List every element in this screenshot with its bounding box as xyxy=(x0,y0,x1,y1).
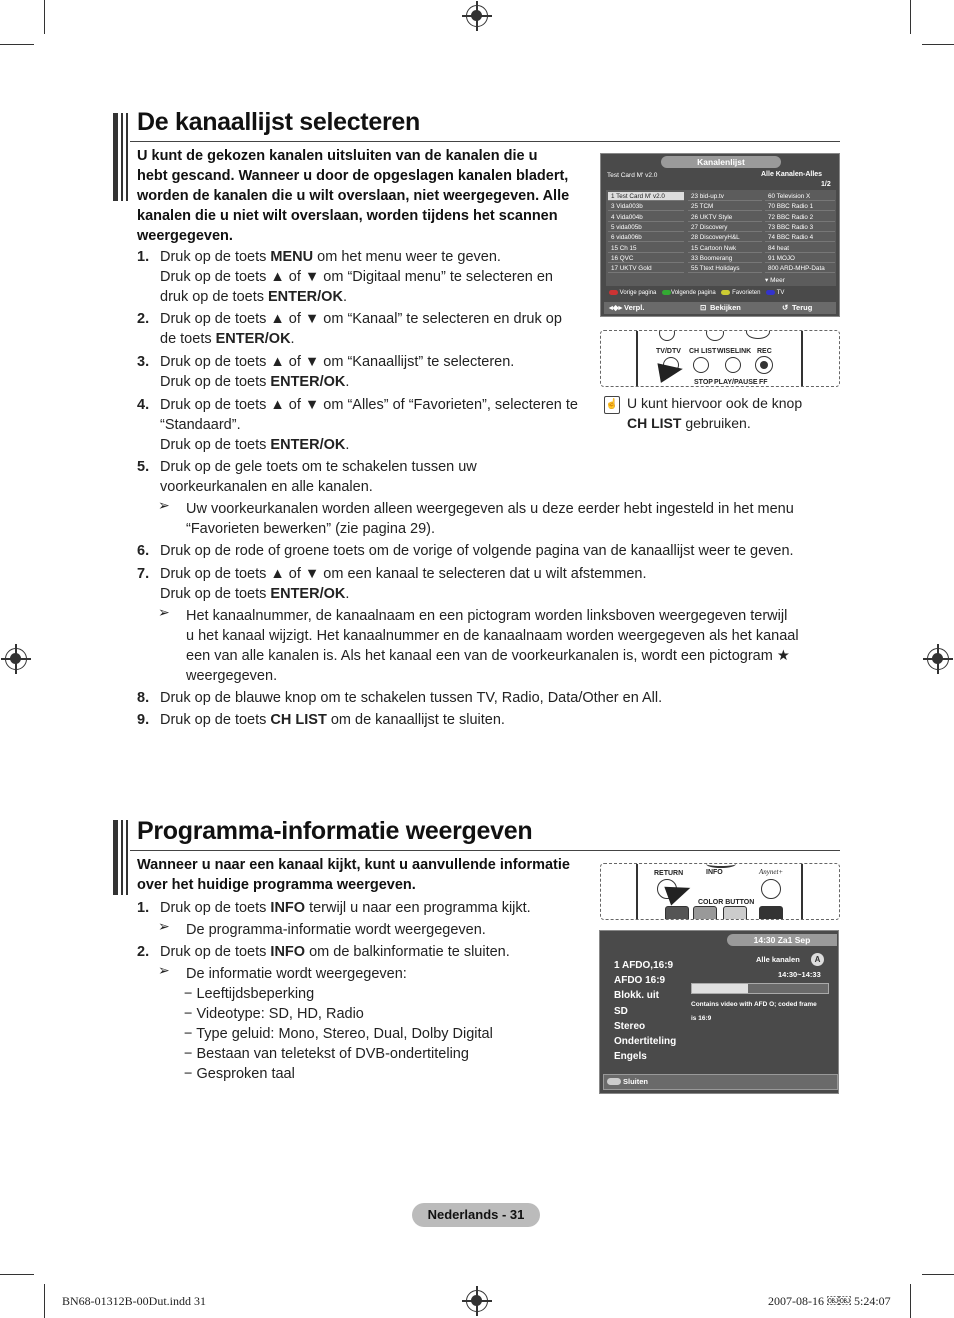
step-number: 6. xyxy=(137,543,150,559)
crop-mark xyxy=(910,1284,911,1318)
note-hand-icon: ☝ xyxy=(604,396,620,414)
legend-tv: TV xyxy=(776,290,785,297)
step-line: druk op de toets ENTER/OK. xyxy=(160,289,347,305)
osd-more-label: Meer xyxy=(770,277,785,284)
chlist-button xyxy=(693,357,709,373)
channel-entry[interactable]: 70 BBC Radio 1 xyxy=(765,202,835,211)
info-label: INFO xyxy=(706,869,723,876)
channel-entry[interactable]: 25 TCM xyxy=(688,202,762,211)
channel-entry[interactable]: 3 Vida003b xyxy=(608,202,684,211)
step-line: Druk op de toets ▲ of ▼ om “Kanaallijst” te selecteren. xyxy=(160,354,515,370)
step-line: voorkeurkanalen en alle kanalen. xyxy=(160,479,373,495)
note-text: De programma-informatie wordt weergegeven. xyxy=(186,922,486,938)
note-arrow-icon: ➢ xyxy=(158,497,170,513)
step-line: Druk op de gele toets om te schakelen tussen uw xyxy=(160,459,477,475)
yellow-button-icon xyxy=(721,290,730,295)
step-number: 1. xyxy=(137,900,150,916)
rec-label: REC xyxy=(757,348,772,355)
remote-body-edge xyxy=(636,863,638,920)
step-number: 2. xyxy=(137,311,150,327)
intro-text: U kunt de gekozen kanalen uitsluiten van de kanalen die u hebt gescand. Wanneer u door de opgeslagen kanalen bladert, worden de kanalen die u wilt overslaan, niet weergegeven. Alle kanalen die u niet wilt overslaan, worden tijdens het scannen weergegeven. xyxy=(137,148,570,244)
channel-list-screen xyxy=(600,153,840,317)
section-marker xyxy=(126,820,128,895)
playpause-label: PLAY/PAUSE xyxy=(714,379,758,386)
channel-entry[interactable]: 84 heat xyxy=(765,244,835,253)
note-line: Het kanaalnummer, de kanaalnaam en een pictogram worden linksboven weergegeven terwijl xyxy=(186,608,788,624)
chlist-label: CH LIST xyxy=(689,348,717,355)
return-icon: ↺ xyxy=(782,303,789,312)
osd-description: Contains video with AFD O; coded frame is 16:9 xyxy=(691,1001,817,1022)
remote-button xyxy=(706,330,724,341)
wiselink-label: WISELINK xyxy=(717,348,752,355)
step-line: Druk op de toets ▲ of ▼ om “Digitaal menu” te selecteren en xyxy=(160,269,553,285)
channel-entry[interactable]: 23 bid-up.tv xyxy=(688,192,762,201)
section-marker xyxy=(113,820,118,895)
channel-entry[interactable]: 72 BBC Radio 2 xyxy=(765,213,835,222)
nav-back: Terug xyxy=(792,303,813,312)
note-arrow-icon: ➢ xyxy=(158,604,170,620)
remote-button xyxy=(659,330,675,341)
section-marker xyxy=(121,113,123,201)
step-line: “Standaard”. xyxy=(160,417,241,433)
note-arrow-icon: ➢ xyxy=(158,918,170,934)
note-line: “Favorieten bewerken” (zie pagina 29). xyxy=(186,521,436,537)
crop-mark xyxy=(922,44,954,45)
step-number: 9. xyxy=(137,712,150,728)
osd-more: ▾ Meer xyxy=(765,277,785,284)
note-line: een van alle kanalen is. Als het kanaal een van de voorkeurkanalen is, wordt een pictogram ★ xyxy=(186,648,790,664)
crop-mark xyxy=(922,1274,954,1275)
channel-entry[interactable]: 16 QVC xyxy=(608,254,684,263)
step-line: Druk op de toets ENTER/OK. xyxy=(160,374,350,390)
step-line: Druk op de blauwe knop om te schakelen tussen TV, Radio, Data/Other en All. xyxy=(160,690,663,706)
channel-entry[interactable]: 1 Test Card M' v2.0 xyxy=(608,192,684,201)
step-line: Druk op de toets ▲ of ▼ om “Kanaal” te selecteren en druk op xyxy=(160,311,562,327)
tvdtv-label: TV/DTV xyxy=(656,348,681,355)
step-text: Druk op de toets INFO om de balkinformatie te sluiten. xyxy=(160,944,510,960)
step xyxy=(137,898,597,918)
step xyxy=(137,942,597,962)
osd-title: Kanalenlijst xyxy=(661,156,781,168)
footer-date: 2007-08-16 ￼￼ 5:24:07 xyxy=(768,1294,891,1308)
progress-bar xyxy=(691,983,829,994)
divider xyxy=(130,141,840,142)
step-line: Druk op de toets ENTER/OK. xyxy=(160,586,350,602)
crop-mark xyxy=(0,1274,34,1275)
channel-entry[interactable]: 17 UKTV Gold xyxy=(608,264,684,273)
anynet-logo: Anynet+ xyxy=(759,868,784,876)
channel-entry[interactable]: 33 Boomerang xyxy=(688,254,762,263)
step-number: 8. xyxy=(137,690,150,706)
channel-entry[interactable]: 6 vida006b xyxy=(608,233,684,242)
green-color-button xyxy=(693,906,717,920)
rec-button xyxy=(755,356,773,374)
section-marker xyxy=(126,113,128,201)
osd-legend xyxy=(609,290,837,296)
registration-mark-icon xyxy=(927,648,949,670)
info-button-icon xyxy=(607,1078,621,1085)
channel-entry[interactable]: 15 Cartoon Nwk xyxy=(688,244,762,253)
step-number: 4. xyxy=(137,397,150,413)
red-button-icon xyxy=(609,290,618,295)
blue-color-button xyxy=(759,906,783,920)
osd-nav-bar xyxy=(604,302,836,314)
remote-body-edge xyxy=(801,330,803,387)
remote-detail xyxy=(600,863,840,920)
enter-icon: ⊡ xyxy=(700,303,707,312)
return-label: RETURN xyxy=(654,870,684,877)
note-line: weergegeven. xyxy=(186,668,278,684)
osd-info-list: 1 AFDO,16:9 AFDO 16:9 Blokk. uit SD Stereo Ondertiteling Engels xyxy=(614,960,677,1063)
legend-prev: Vorige pagina xyxy=(619,290,657,297)
legend-favorites: Favorieten xyxy=(732,290,761,297)
yellow-color-button xyxy=(723,906,747,920)
section-title: Programma-informatie weergeven xyxy=(137,817,533,845)
legend-next: Volgende pagina xyxy=(671,290,716,297)
page-label: Nederlands - 31 xyxy=(412,1203,540,1227)
info-bullets: − Leeftijdsbeperking − Videotype: SD, HD, Radio − Type geluid: Mono, Stereo, Dual, Dolby Digital − Bestaan van teletekst of DVB-ondertiteling − Gesproken taal xyxy=(184,986,493,1082)
step-line: de toets ENTER/OK. xyxy=(160,331,295,347)
channel-entry[interactable]: 73 BBC Radio 3 xyxy=(765,223,835,232)
nav-view: Bekijken xyxy=(710,303,741,312)
program-info-screen xyxy=(599,930,839,1094)
color-button-label: COLOR BUTTON xyxy=(698,899,755,906)
step-line: Druk op de rode of groene toets om de vorige of volgende pagina van de kanaallijst weer te geven. xyxy=(160,543,794,559)
note-line: u het kanaal wijzigt. Het kanaalnummer en de kanaalnaam worden weergegeven als het kanaal xyxy=(186,628,799,644)
blue-button-icon xyxy=(766,290,775,295)
channel-entry[interactable]: 27 Discovery xyxy=(688,223,762,232)
channel-entry[interactable]: 91 MOJO xyxy=(765,254,835,263)
osd-current-channel: Test Card M' v2.0 xyxy=(607,172,658,179)
channel-entry[interactable]: 55 Ttext Holidays xyxy=(688,264,762,273)
channel-entry[interactable]: 15 Ch 15 xyxy=(608,244,684,253)
remote-dpad-edge xyxy=(706,863,736,868)
crop-mark xyxy=(910,0,911,34)
move-icon: ◂◆▸ xyxy=(609,303,623,312)
divider xyxy=(130,850,840,851)
red-color-button xyxy=(665,906,689,920)
registration-mark-icon xyxy=(466,1290,488,1312)
channel-entry[interactable]: 26 UKTV Style xyxy=(688,213,762,222)
channel-entry[interactable]: 28 DiscoveryH&L xyxy=(688,233,762,242)
osd-time-range: 14:30~14:33 xyxy=(778,970,821,979)
note-text: De informatie wordt weergegeven: xyxy=(186,966,407,982)
step-line: Druk op de toets MENU om het menu weer te geven. xyxy=(160,249,501,265)
ff-label: FF xyxy=(759,379,768,386)
footer-file: BN68-01312B-00Dut.indd 31 xyxy=(62,1294,206,1308)
section-marker xyxy=(113,113,118,201)
note-line: Uw voorkeurkanalen worden alleen weergegeven als u deze eerder hebt ingesteld in het menu xyxy=(186,501,794,517)
osd-time: 14:30 Za1 Sep xyxy=(727,934,837,946)
step-line: Druk op de toets ENTER/OK. xyxy=(160,437,350,453)
pointer-hand-icon xyxy=(657,359,684,383)
remote-button xyxy=(746,330,770,339)
step-line: Druk op de toets ▲ of ▼ om een kanaal te selecteren dat u wilt afstemmen. xyxy=(160,566,647,582)
progress-fill xyxy=(692,984,748,993)
channel-entry[interactable]: 74 BBC Radio 4 xyxy=(765,233,835,242)
channel-entry[interactable]: 800 ARD-MHP-Data xyxy=(765,264,835,273)
tip-text: U kunt hiervoor ook de knop CH LIST gebruiken. xyxy=(627,395,803,431)
channel-entry[interactable]: 5 vida005b xyxy=(608,223,684,232)
registration-mark-icon xyxy=(5,648,27,670)
osd-close-bar xyxy=(603,1074,838,1090)
step-text: Druk op de toets INFO terwijl u naar een programma kijkt. xyxy=(160,900,531,916)
remote-body-edge xyxy=(801,863,803,920)
wiselink-button xyxy=(725,357,741,373)
section-title: De kanaallijst selecteren xyxy=(137,108,420,136)
remote-body-edge xyxy=(636,330,638,387)
remote-detail xyxy=(600,330,840,387)
crop-mark xyxy=(44,0,45,34)
channel-entry[interactable]: 60 Television X xyxy=(765,192,835,201)
step-line: Druk op de toets ▲ of ▼ om “Alles” of “Favorieten”, selecteren te xyxy=(160,397,578,413)
crop-mark xyxy=(0,44,34,45)
close-label: Sluiten xyxy=(623,1077,649,1086)
step-line: Druk op de toets CH LIST om de kanaallijst te sluiten. xyxy=(160,712,505,728)
crop-mark xyxy=(44,1284,45,1318)
channel-entry[interactable]: 4 Vida004b xyxy=(608,213,684,222)
intro-text: Wanneer u naar een kanaal kijkt, kunt u aanvullende informatie over het huidige programma weergeven. xyxy=(137,857,570,893)
step-number: 7. xyxy=(137,566,150,582)
section-marker xyxy=(121,820,123,895)
anynet-button xyxy=(761,879,781,899)
nav-move: Verpl. xyxy=(624,303,645,312)
step-number: 1. xyxy=(137,249,150,265)
stop-label: STOP xyxy=(694,379,713,386)
osd-filter: Alle Kanalen-Alles xyxy=(761,171,823,178)
osd-channels: Alle kanalen xyxy=(756,955,800,964)
note-arrow-icon: ➢ xyxy=(158,962,170,978)
step-number: 5. xyxy=(137,459,150,475)
registration-mark-icon xyxy=(466,5,488,27)
green-button-icon xyxy=(662,290,671,295)
step-number: 2. xyxy=(137,944,150,960)
osd-page: 1/2 xyxy=(821,181,831,188)
step-number: 3. xyxy=(137,354,150,370)
osd-badge: A xyxy=(811,953,824,966)
